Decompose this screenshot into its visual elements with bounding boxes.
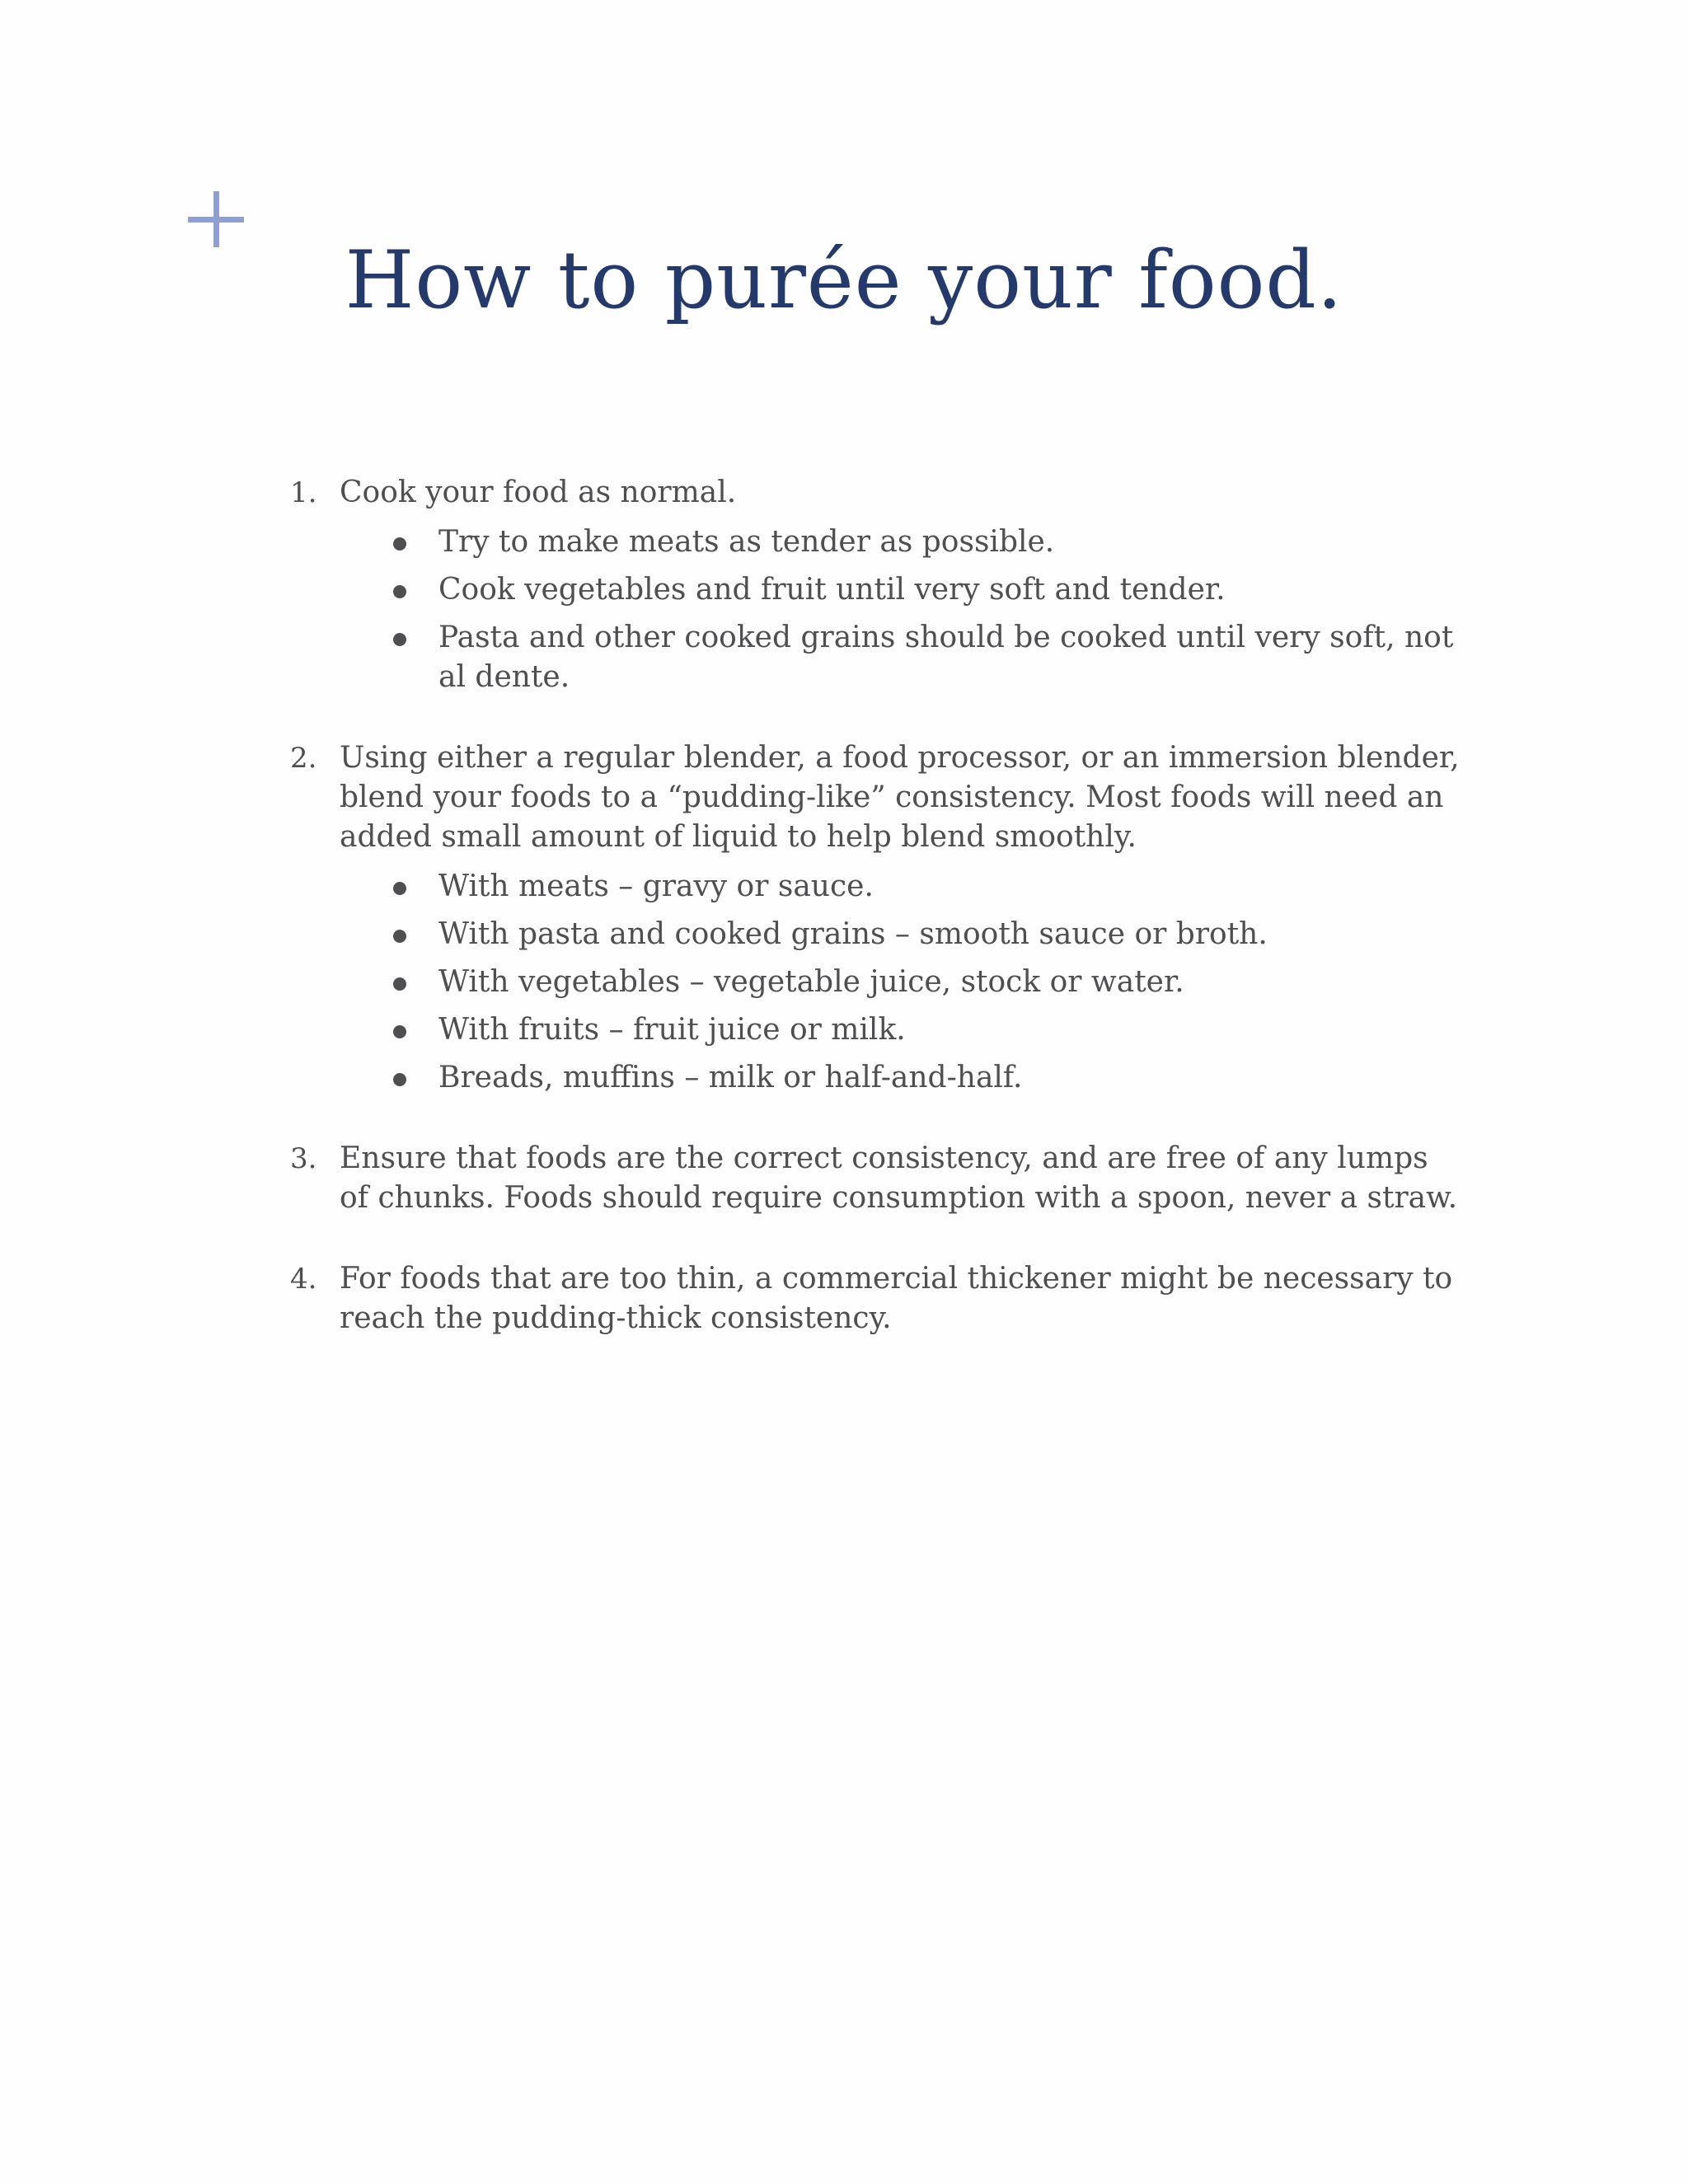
step-number: 2. [290,742,317,775]
step-2-bullets [340,867,1461,1098]
bullet-text: With meats – gravy or sauce. [438,869,874,903]
step-number: 1. [290,476,317,509]
step-1 [290,473,1461,697]
bullet-text: With pasta and cooked grains – smooth sauce or broth. [438,917,1268,951]
list-item [340,570,1461,610]
step-3 [290,1139,1461,1218]
step-text: Ensure that foods are the correct consistency, and are free of any lumps of chunks. Foods should require consumption with a spoon, never a straw. [340,1141,1458,1215]
step-number: 4. [290,1263,317,1296]
step-2 [290,738,1461,1098]
step-1-bullets [340,523,1461,697]
bullet-text: Try to make meats as tender as possible. [438,525,1055,559]
list-item [340,618,1461,697]
bullet-text: Breads, muffins – milk or half-and-half. [438,1061,1023,1094]
bullet-text: With vegetables – vegetable juice, stock or water. [438,965,1184,999]
step-number: 3. [290,1142,317,1175]
bullet-dot-icon [393,930,406,943]
steps-list [290,473,1461,1380]
bullet-text: Pasta and other cooked grains should be cooked until very soft, not al dente. [438,621,1454,694]
list-item [340,963,1461,1002]
list-item [340,1058,1461,1098]
list-item [340,915,1461,954]
step-4 [290,1259,1461,1338]
bullet-text: Cook vegetables and fruit until very soft and tender. [438,573,1226,607]
bullet-dot-icon [393,537,406,551]
bullet-dot-icon [393,1073,406,1086]
bullet-dot-icon [393,1025,406,1038]
list-item [340,523,1461,562]
bullet-text: With fruits – fruit juice or milk. [438,1013,906,1047]
step-text: Cook your food as normal. [340,476,737,509]
list-item [340,1010,1461,1050]
bullet-dot-icon [393,882,406,895]
list-item [340,867,1461,907]
step-text: Using either a regular blender, a food processor, or an immersion blender, blend your foods to a “pudding-like” consistency. Most foods will need an added small amount of liquid to help blend smoothly. [340,741,1460,854]
bullet-dot-icon [393,633,406,646]
step-text: For foods that are too thin, a commercial thickener might be necessary to reach the pudding-thick consistency. [340,1262,1453,1335]
page-title: How to purée your food. [345,234,1343,326]
bullet-dot-icon [393,977,406,991]
bullet-dot-icon [393,585,406,598]
